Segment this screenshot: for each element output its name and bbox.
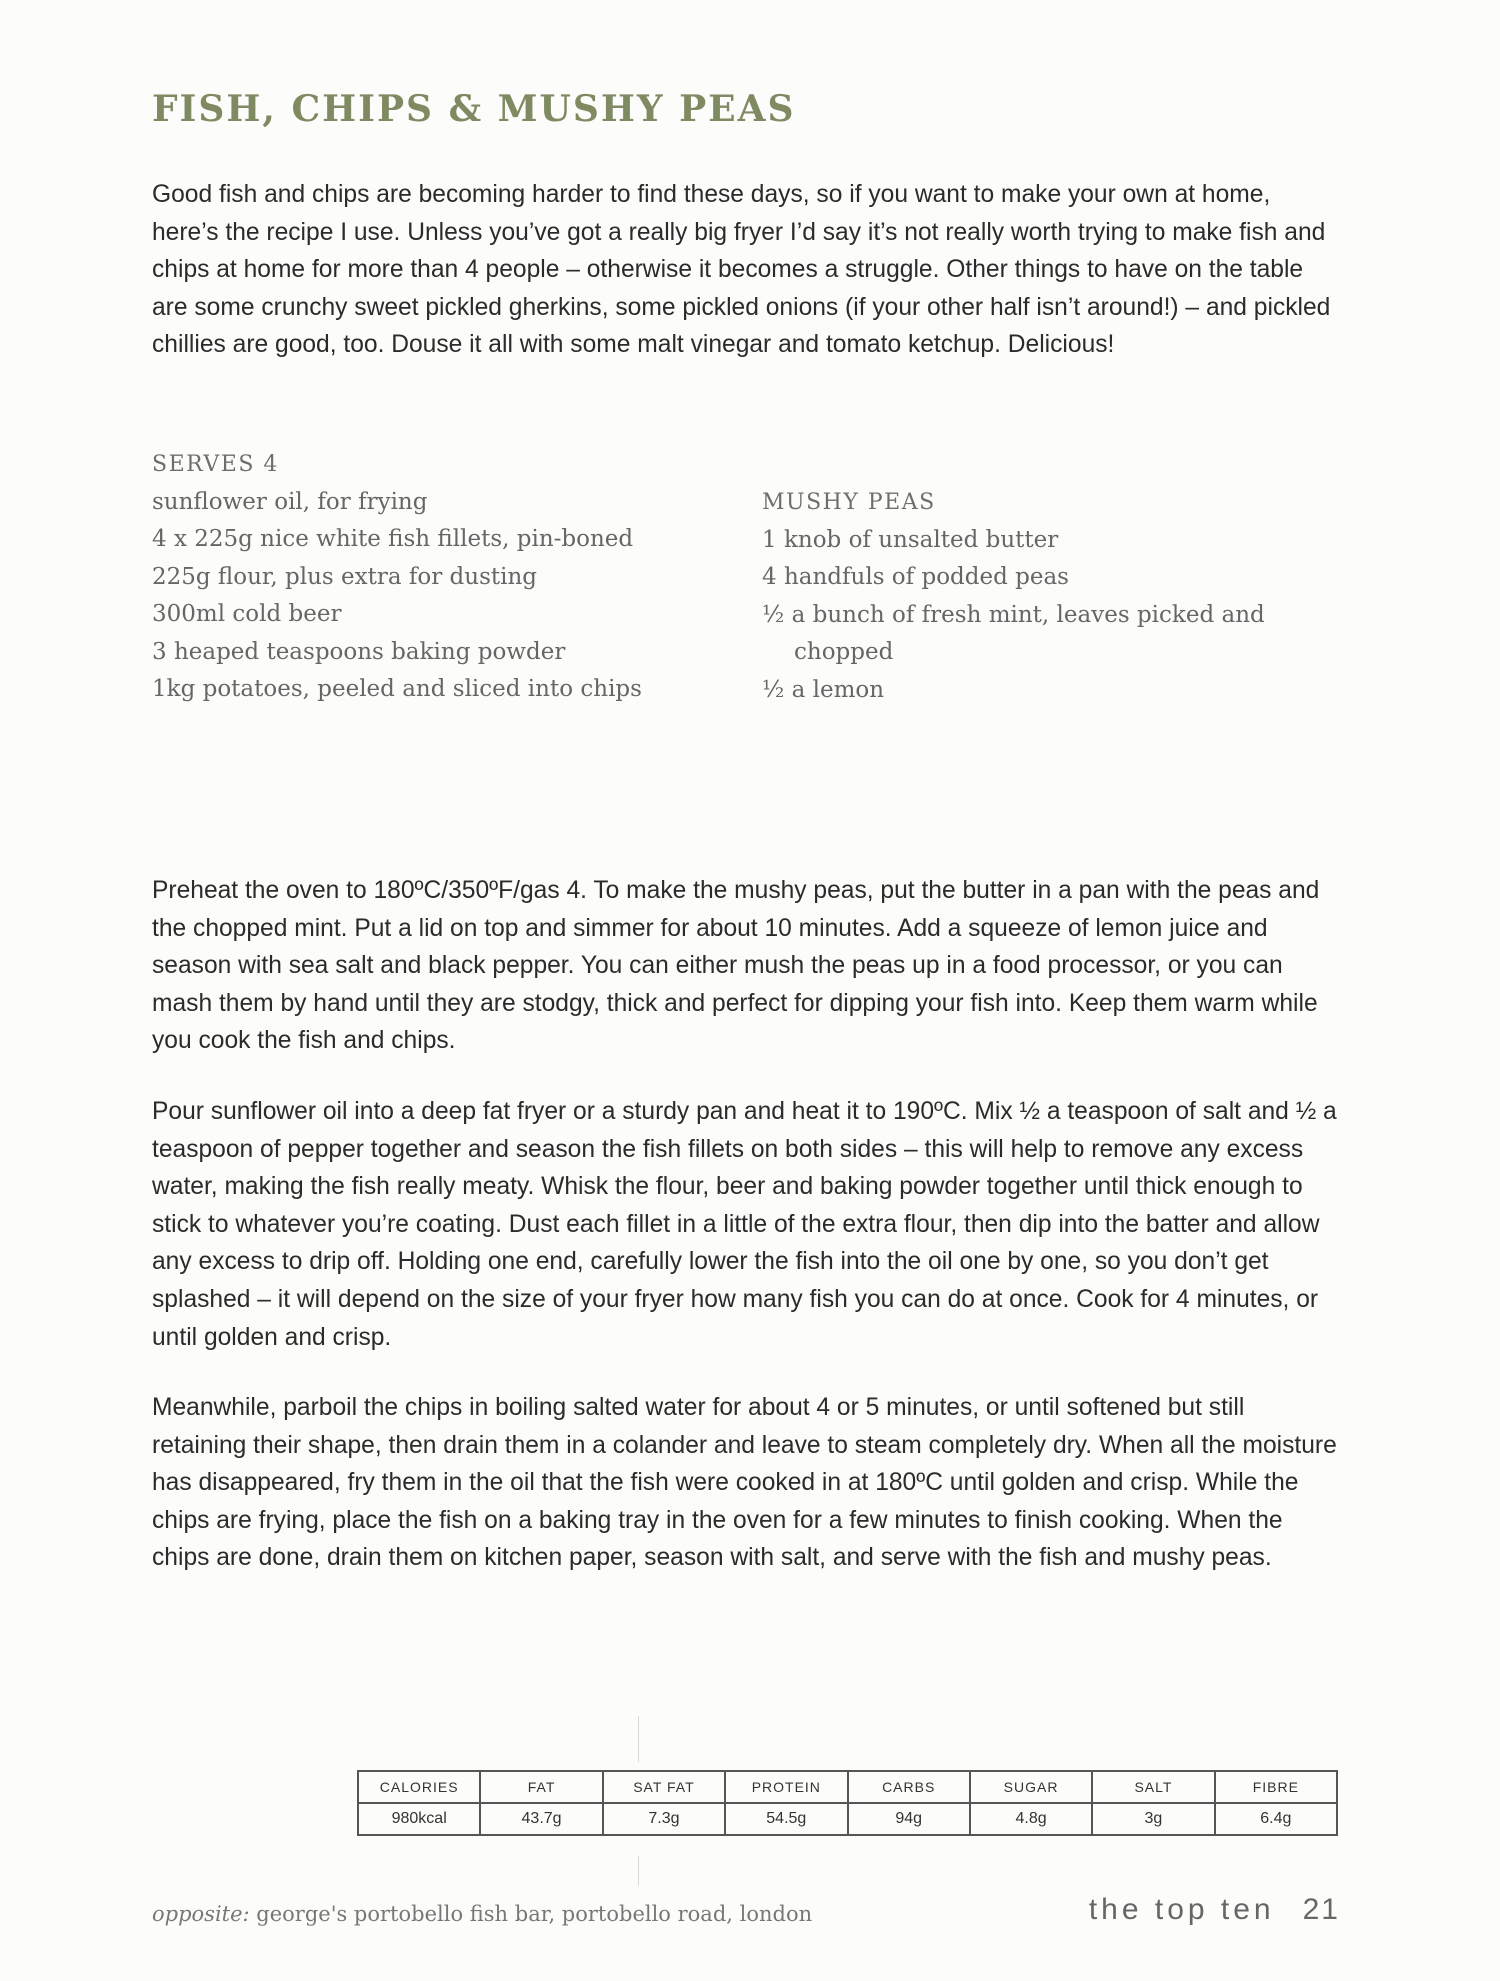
ingredient-item: 4 x 225g nice white fish fillets, pin-boned <box>152 526 634 552</box>
nutrition-value-calories: 980kcal <box>358 1803 480 1835</box>
nutrition-value-carbs: 94g <box>848 1803 970 1835</box>
nutrition-header-fat: FAT <box>480 1771 602 1803</box>
ingredient-item: 300ml cold beer <box>152 601 342 627</box>
page-footer <box>1089 1893 1340 1927</box>
section-name: the top ten <box>1088 1893 1275 1926</box>
nutrition-value-sat-fat: 7.3g <box>603 1803 725 1835</box>
nutrition-header-protein: PROTEIN <box>725 1771 847 1803</box>
nutrition-value-fibre: 6.4g <box>1215 1803 1337 1835</box>
ingredient-item: ½ a lemon <box>762 676 885 703</box>
method-step-3: Meanwhile, parboil the chips in boiling salted water for about 4 or 5 minutes, or until softened but still retaining their shape, then drain them in a colander and leave to steam completely dry. When all the moisture has disappeared, fry them in the oil that the fish were cooked in at 180ºC until golden and crisp. While the chips are frying, place the fish on a baking tray in the oven for a few minutes to finish cooking. When the chips are done, drain them on kitchen paper, season with salt, and serve with the fish and mushy peas. <box>152 1394 1337 1572</box>
nutrition-value-salt: 3g <box>1092 1803 1214 1835</box>
nutrition-header-sugar: SUGAR <box>970 1771 1092 1803</box>
nutrition-value-protein: 54.5g <box>725 1803 847 1835</box>
mushy-peas-ingredients-list <box>762 484 1342 709</box>
nutrition-value-row <box>358 1803 1337 1835</box>
nutrition-header-row <box>358 1771 1337 1803</box>
nutrition-header-calories: CALORIES <box>358 1771 480 1803</box>
ingredient-item: 1kg potatoes, peeled and sliced into chips <box>152 676 642 702</box>
method-step-1: Preheat the oven to 180ºC/350ºF/gas 4. To make the mushy peas, put the butter in a pan with the peas and the chopped mint. Put a lid on top and simmer for about 10 minutes. Add a squeeze of lemon juice and season with sea salt and black pepper. You can either mush the peas up in a food processor, or you can mash them by hand until they are stodgy, thick and perfect for dipping your fish into. Keep them warm while you cook the fish and chips. <box>152 877 1320 1055</box>
nutrition-header-fibre: FIBRE <box>1215 1771 1337 1803</box>
nutrition-table <box>357 1770 1338 1836</box>
serves-label: SERVES 4 <box>152 452 279 477</box>
nutrition-header-sat-fat: SAT FAT <box>603 1771 725 1803</box>
nutrition-value-sugar: 4.8g <box>970 1803 1092 1835</box>
ingredient-item: 225g flour, plus extra for dusting <box>152 563 538 590</box>
main-ingredients-list <box>152 446 672 709</box>
page-number: 21 <box>1302 1893 1340 1926</box>
ingredient-item: 1 knob of unsalted butter <box>762 526 1059 553</box>
nutrition-value-fat: 43.7g <box>480 1803 602 1835</box>
intro-paragraph: Good fish and chips are becoming harder to find these days, so if you want to make your own at home, here’s the recipe I use. Unless you’ve got a really big fryer I’d say it’s not really worth trying to make fish and chips at home for more than 4 people – otherwise it becomes a struggle. Other things to have on the table are some crunchy sweet pickled gherkins, some pickled onions (if your other half isn’t around!) – and pickled chillies are good, too. Douse it all with some malt vinegar and tomato ketchup. Delicious! <box>152 181 1331 359</box>
nutrition-header-salt: SALT <box>1092 1771 1214 1803</box>
ingredient-item: ½ a bunch of fresh mint, leaves picked and chopped <box>762 601 1265 665</box>
scan-artifact-line <box>638 1716 639 1762</box>
photo-caption <box>152 1902 812 1926</box>
ingredient-item: 4 handfuls of podded peas <box>762 564 1069 590</box>
recipe-title: FISH, CHIPS & MUSHY PEAS <box>152 88 796 130</box>
ingredient-item: sunflower oil, for frying <box>152 488 428 515</box>
caption-text: george's portobello fish bar, portobello road, london <box>249 1902 813 1926</box>
method-step-2: Pour sunflower oil into a deep fat fryer or a sturdy pan and heat it to 190ºC. Mix ½ a teaspoon of salt and ½ a teaspoon of pepper together and season the fish fillets on both sides – this will help to remove any excess water, making the fish really meaty. Whisk the flour, beer and baking powder together until thick enough to stick to whatever you’re coating. Dust each fillet in a little of the extra flour, then dip into the batter and allow any excess to drip off. Holding one end, carefully lower the fish into the oil one by one, so you don’t get splashed – it will depend on the size of your fryer how many fish you can do at once. Cook for 4 minutes, or until golden and crisp. <box>152 1098 1337 1351</box>
caption-label: opposite: <box>152 1902 250 1926</box>
scan-artifact-line <box>638 1856 639 1886</box>
nutrition-header-carbs: CARBS <box>848 1771 970 1803</box>
ingredient-item: 3 heaped teaspoons baking powder <box>152 638 566 665</box>
mushy-peas-heading: MUSHY PEAS <box>762 490 936 515</box>
